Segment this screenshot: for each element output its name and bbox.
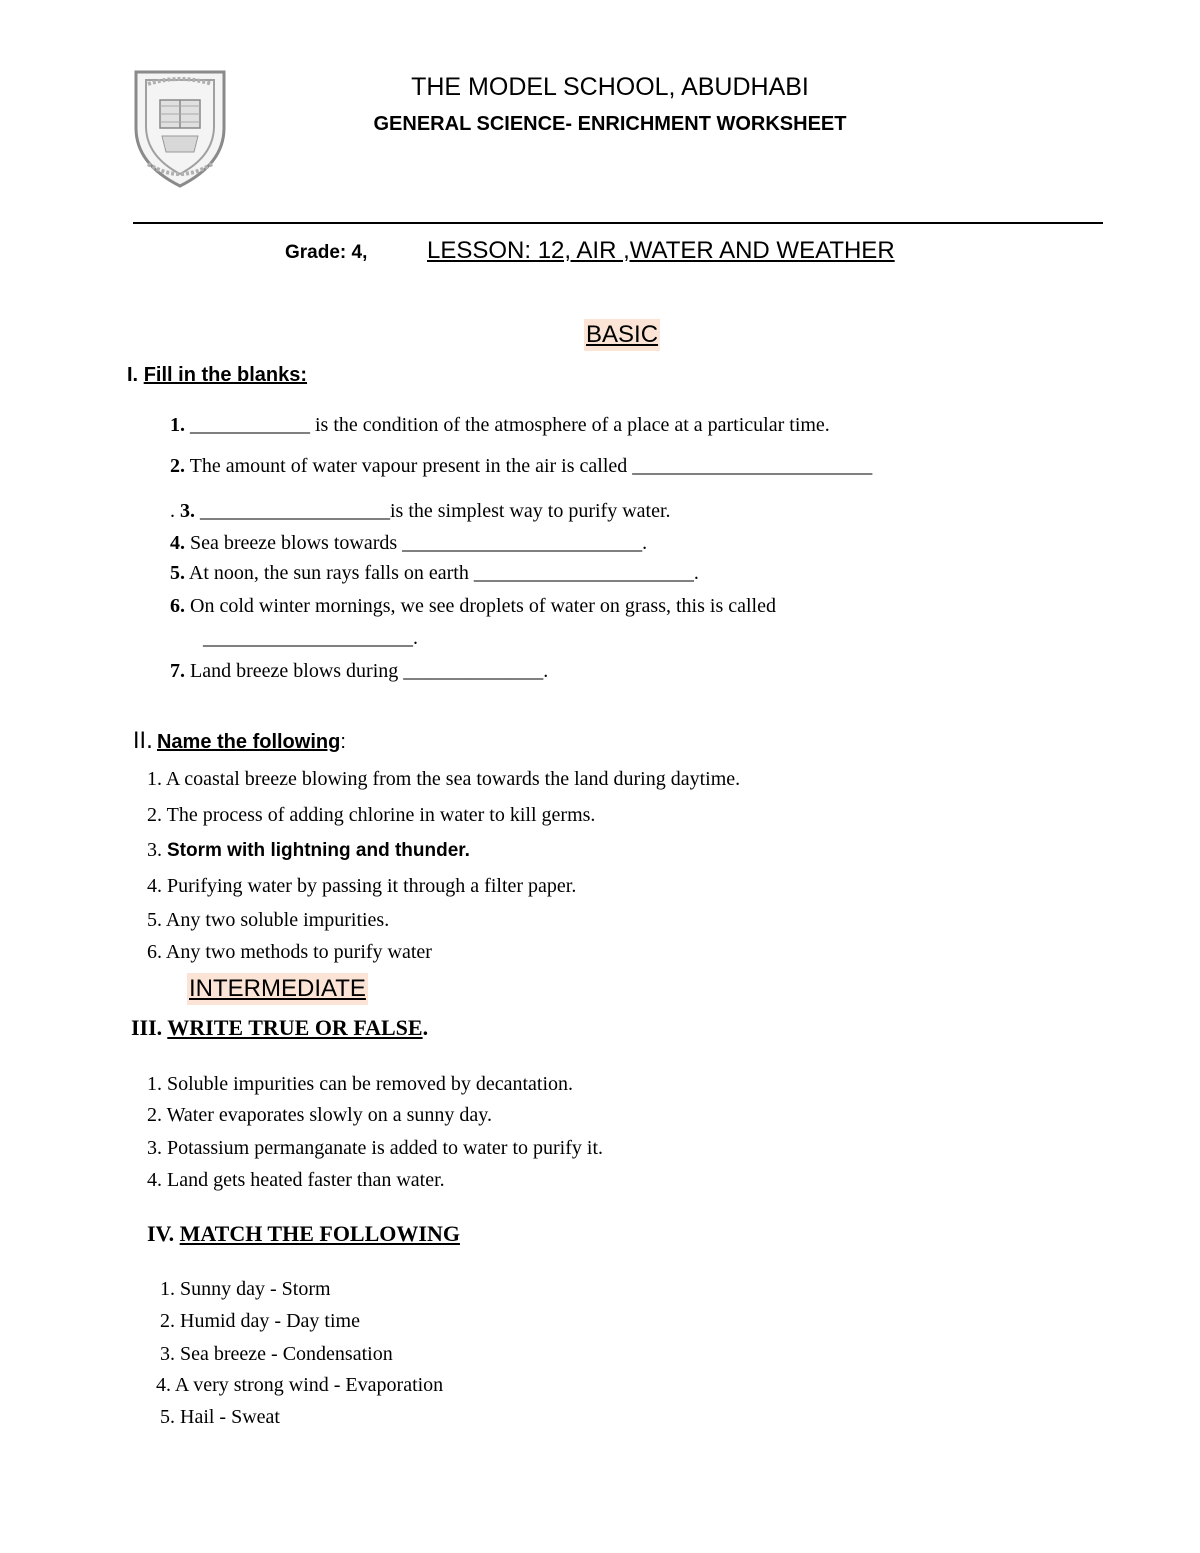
match-item-5: 5. Hail - Sweat xyxy=(160,1406,280,1428)
fill-item-4: 4. Sea breeze blows towards ________________________. xyxy=(170,532,648,554)
section2-heading: II. Name the following: xyxy=(133,729,346,754)
header-divider xyxy=(133,222,1103,224)
match-item-3: 3. Sea breeze - Condensation xyxy=(160,1343,393,1365)
section1-heading xyxy=(127,362,307,388)
name-item-1: 1. A coastal breeze blowing from the sea towards the land during daytime. xyxy=(147,768,741,790)
name-item-3: 3. Storm with lightning and thunder. xyxy=(147,839,470,861)
section2-title: Name the following xyxy=(156,731,341,753)
worksheet-subtitle: GENERAL SCIENCE- ENRICHMENT WORKSHEET xyxy=(373,113,847,135)
match-item-4: 4. A very strong wind - Evaporation xyxy=(156,1374,444,1396)
section3-numeral: III. xyxy=(131,1015,168,1040)
tf-item-4: 4. Land gets heated faster than water. xyxy=(147,1169,445,1191)
fill-item-2: 2. The amount of water vapour present in the air is called ________________________ xyxy=(170,455,873,477)
section1-title: Fill in the blanks: xyxy=(143,364,308,386)
name-item-5: 5. Any two soluble impurities. xyxy=(147,909,390,931)
section3-title: WRITE TRUE OR FALSE xyxy=(167,1015,423,1040)
grade-label: Grade: 4, xyxy=(285,242,368,263)
match-item-2: 2. Humid day - Day time xyxy=(160,1310,360,1332)
tf-item-1: 1. Soluble impurities can be removed by decantation. xyxy=(147,1073,573,1095)
lesson-title: LESSON: 12, AIR ,WATER AND WEATHER xyxy=(427,237,895,264)
section4-heading xyxy=(147,1220,460,1248)
name-item-4: 4. Purifying water by passing it through a filter paper. xyxy=(147,875,577,897)
match-item-1: 1. Sunny day - Storm xyxy=(160,1278,331,1300)
level-intermediate: INTERMEDIATE xyxy=(187,973,368,1005)
level-basic: BASIC xyxy=(584,319,660,351)
section4-numeral: IV. xyxy=(147,1221,180,1246)
fill-item-6-blank: _____________________. xyxy=(203,627,418,649)
tf-item-2: 2. Water evaporates slowly on a sunny day. xyxy=(147,1104,492,1126)
section2-numeral: II. xyxy=(133,729,153,754)
section3-heading: III. WRITE TRUE OR FALSE. xyxy=(131,1015,429,1040)
section4-title: MATCH THE FOLLOWING xyxy=(179,1221,460,1246)
fill-item-6: 6. On cold winter mornings, we see droplets of water on grass, this is called xyxy=(170,595,776,617)
fill-item-3: . 3. ___________________is the simplest way to purify water. xyxy=(170,500,671,522)
tf-item-3: 3. Potassium permanganate is added to water to purify it. xyxy=(147,1137,604,1159)
name-item-6: 6. Any two methods to purify water xyxy=(147,941,432,963)
name-item-2: 2. The process of adding chlorine in water to kill germs. xyxy=(147,804,596,826)
fill-item-1: 1. ____________ is the condition of the atmosphere of a place at a particular time. xyxy=(170,414,830,436)
fill-item-7: 7. Land breeze blows during ______________. xyxy=(170,660,549,682)
fill-item-5: 5. At noon, the sun rays falls on earth ______________________. xyxy=(170,562,699,584)
section1-numeral: I. xyxy=(127,364,139,386)
school-name: THE MODEL SCHOOL, ABUDHABI xyxy=(411,73,809,101)
